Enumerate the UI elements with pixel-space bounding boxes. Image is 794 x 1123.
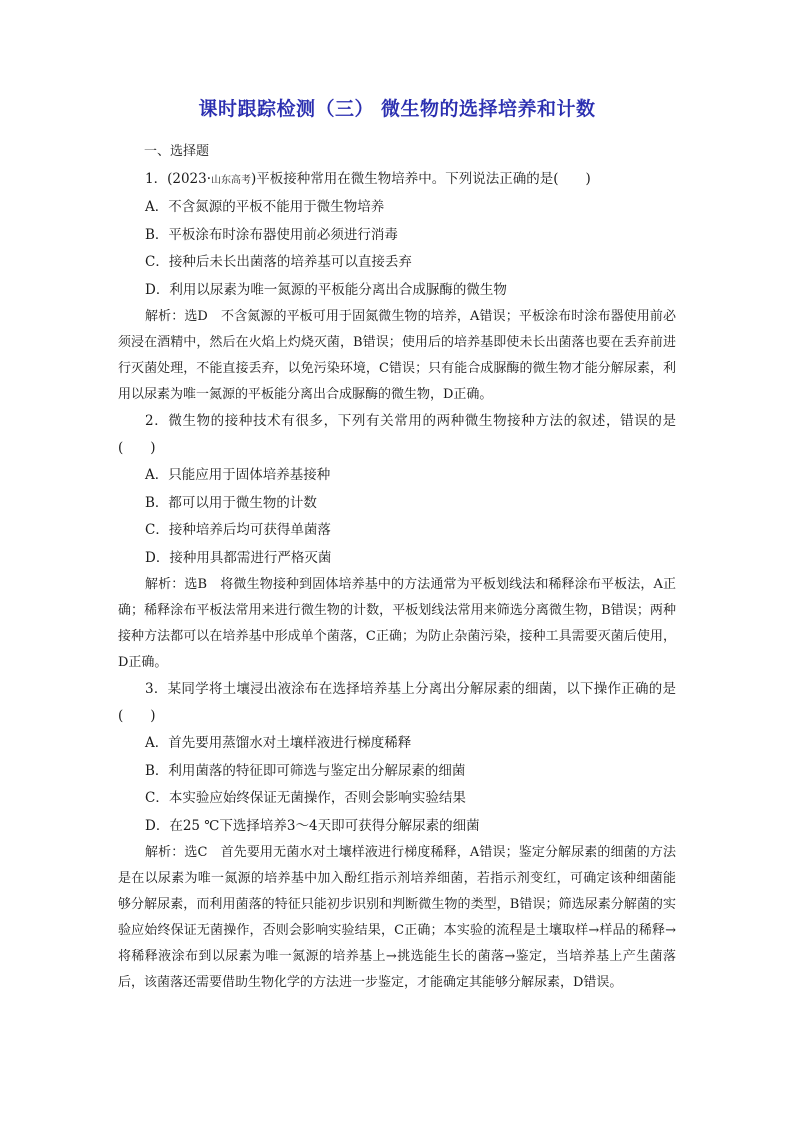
question-1-source: 山东高考 bbox=[211, 175, 252, 186]
question-3-option-c: C．本实验应始终保证无菌操作，否则会影响实验结果 bbox=[145, 790, 466, 806]
question-3-option-d: D．在25 ℃下选择培养3～4天即可获得分解尿素的细菌 bbox=[145, 817, 480, 834]
question-2-explanation: 解析：选B 将微生物接种到固体培养基中的方法通常为平板划线法和稀释涂布平板法，A正确；稀释涂布平板法常用来进行微生物的计数，平板划线法常用来筛选分离微生物，B错误；两种接种方法都可以在培养基中形成单个菌落，C正确；为防止杂菌污染，接种工具需要灭菌后使用，D正确。 bbox=[118, 577, 676, 670]
question-3-stem: 3．某同学将土壤浸出液涂布在选择培养基上分离出分解尿素的细菌，以下操作正确的是( ) bbox=[118, 681, 676, 724]
question-3-option-b: B．利用菌落的特征即可筛选与鉴定出分解尿素的细菌 bbox=[145, 762, 466, 779]
section-heading: 一、选择题 bbox=[144, 144, 210, 159]
question-1-stem-prefix: 1．(2023· bbox=[145, 171, 212, 187]
question-1-explanation: 解析：选D 不含氮源的平板可用于固氮微生物的培养，A错误；平板涂布时涂布器使用前必须浸在酒精中，然后在火焰上灼烧灭菌，B错误；使用后的培养基即使未长出菌落也要在丢弃前进行灭菌处理，不能直接丢弃，以免污染环境，C错误；只有能合成脲酶的微生物才能分解尿素，利用以尿素为唯一氮源的平板能分离出合成脲酶的微生物，D正确。 bbox=[118, 309, 676, 402]
question-2-stem: 2．微生物的接种技术有很多，下列有关常用的两种微生物接种方法的叙述，错误的是( ) bbox=[118, 413, 676, 456]
question-2-option-a: A．只能应用于固体培养基接种 bbox=[145, 467, 331, 483]
question-3-explanation: 解析：选C 首先要用无菌水对土壤样液进行梯度稀释，A错误；鉴定分解尿素的细菌的方法是在以尿素为唯一氮源的培养基中加入酚红指示剂培养细菌，若指示剂变红，可确定该种细菌能够分解尿素，而利用菌落的特征只能初步识别和判断微生物的类型，B错误；筛选尿素分解菌的实验应始终保证无菌操作，否则会影响实验结果，C正确；本实验的流程是土壤取样→样品的稀释→将稀释液涂布到以尿素为唯一氮源的培养基上→挑选能生长的菌落→鉴定，当培养基上产生菌落后，该菌落还需要借助生物化学的方法进一步鉴定，才能确定其能够分解尿素，D错误。 bbox=[118, 845, 676, 990]
question-2 bbox=[118, 408, 676, 676]
question-3 bbox=[118, 676, 676, 996]
page-title: 课时跟踪检测（三） 微生物的选择培养和计数 bbox=[198, 98, 596, 120]
question-1-option-b: B．平板涂布时涂布器使用前必须进行消毒 bbox=[145, 226, 398, 243]
question-1-stem bbox=[118, 166, 676, 194]
question-2-option-d: D．接种用具都需进行严格灭菌 bbox=[145, 549, 332, 566]
question-1-option-d: D．利用以尿素为唯一氮源的平板能分离出合成脲酶的微生物 bbox=[145, 281, 507, 298]
question-3-option-a: A．首先要用蒸馏水对土壤样液进行梯度稀释 bbox=[145, 735, 412, 751]
question-2-option-b: B．都可以用于微生物的计数 bbox=[145, 494, 317, 511]
question-1-option-c: C．接种后未长出菌落的培养基可以直接丢弃 bbox=[145, 254, 412, 270]
question-1 bbox=[118, 166, 676, 408]
question-1-stem-suffix: )平板接种常用在微生物培养中。下列说法正确的是( ) bbox=[251, 171, 591, 187]
question-2-option-c: C．接种培养后均可获得单菌落 bbox=[145, 522, 331, 538]
question-1-option-a: A．不含氮源的平板不能用于微生物培养 bbox=[145, 199, 385, 215]
